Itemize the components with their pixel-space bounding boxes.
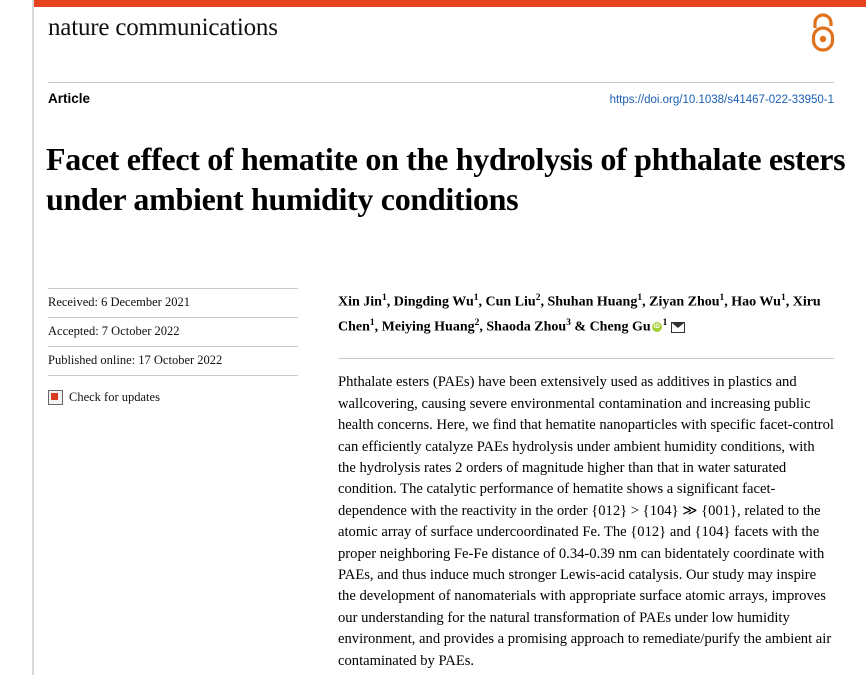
author-list: Xin Jin$^1$, Dingding Wu$^1$, Cun Liu$^2$, Shuhan Huang$^1$, Ziyan Zhou$^1$, Hao Wu$^1$, Xiru Chen$^1$, Meiying Huang$^2$, Shaoda Zhou$^3$ & Cheng Gu iD $^1$ bbox=[338, 288, 834, 337]
check-for-updates-label: Check for updates bbox=[69, 390, 160, 404]
accepted-date: Accepted: 7 October 2022 bbox=[48, 318, 298, 347]
abstract-text: Phthalate esters (PAEs) have been extensively used as additives in plastics and wallcovering, causing severe environmental contamination and increasing public health concerns. Here, we find that hematite nanoparticles with specific facet-control can efficiently catalyze PAEs hydrolysis under ambient humidity conditions, with the hydrolysis rates 2 orders of magnitude higher than that in water saturated condition. The catalytic performance of hematite shows a significant facet-dependence with the reactivity in the order {012} > {104} ≫ {001}, related to the atomic array of surface undercoordinated Fe. The {012} and {104} facets with the proper neighboring Fe-Fe distance of 0.34-0.39 nm can bidentately coordinate with PAEs, and thus induce much stronger Lewis-acid catalysis. Our study may inspire the development of nanomaterials with appropriate surface atomic arrays, improves our understanding for the natural transformation of PAEs under low humidity environment, and provides a promising approach to remediate/purify the ambient air contaminated by PAEs. bbox=[338, 358, 834, 672]
left-margin-rule bbox=[32, 0, 34, 675]
published-date: Published online: 17 October 2022 bbox=[48, 347, 298, 376]
received-date: Received: 6 December 2021 bbox=[48, 288, 298, 318]
brand-accent-bar bbox=[32, 0, 866, 7]
publication-dates bbox=[48, 288, 298, 405]
page-title: Facet effect of hematite on the hydrolysis of phthalate esters under ambient humidity conditions bbox=[46, 141, 846, 218]
check-for-updates-button[interactable] bbox=[48, 390, 298, 405]
article-meta-row bbox=[48, 82, 834, 106]
article-type-label: Article bbox=[48, 91, 91, 106]
article-body bbox=[338, 288, 834, 672]
doi-link[interactable]: https://doi.org/10.1038/s41467-022-33950-1 bbox=[609, 94, 834, 106]
journal-masthead: nature communications bbox=[48, 14, 278, 41]
check-for-updates-icon bbox=[48, 390, 63, 405]
open-access-icon bbox=[806, 12, 840, 52]
